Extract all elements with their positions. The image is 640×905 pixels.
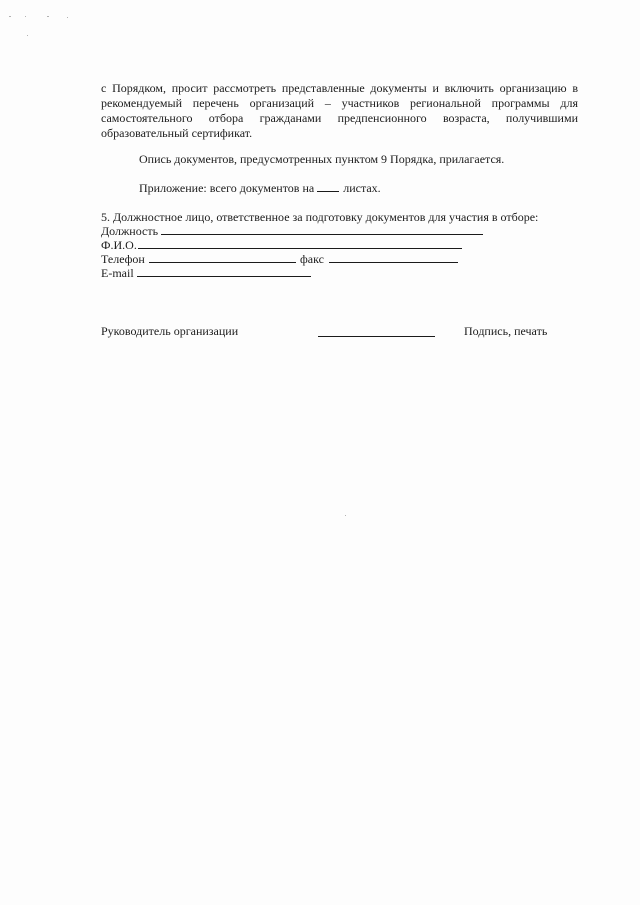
scan-artifact — [345, 515, 346, 516]
page-count-blank — [317, 180, 339, 192]
fax-blank — [329, 262, 458, 263]
scan-artifact — [47, 16, 49, 17]
appendix-prefix: Приложение: всего документов на — [139, 181, 315, 195]
email-label: E-mail — [101, 266, 134, 280]
position-blank — [161, 234, 483, 235]
scan-artifact — [9, 16, 11, 17]
appendix-note — [139, 180, 381, 195]
scan-artifact — [67, 17, 68, 18]
section5-heading: 5. Должностное лицо, ответственное за подготовку документов для участия в отборе: — [101, 210, 539, 224]
phone-fax-field — [101, 252, 501, 266]
scan-artifact — [25, 16, 26, 17]
inventory-note: Опись документов, предусмотренных пунктом 9 Порядка, прилагается. — [139, 152, 505, 166]
email-field — [101, 266, 501, 280]
position-field — [101, 224, 501, 238]
sign-label: Подпись, печать — [464, 324, 548, 338]
position-label: Должность — [101, 224, 159, 238]
signature-block — [101, 324, 561, 340]
phone-blank — [149, 262, 296, 263]
name-label: Ф.И.О. — [101, 238, 137, 252]
section5-heading-line — [101, 210, 561, 224]
main-paragraph: с Порядком, просит рассмотреть представленные документы и включить организацию в рекомендуемый перечень организаций – участников региональной программы для самостоятельного отбора гражданами предпенсионного возраста, получившими образовательный сертификат. — [101, 81, 578, 140]
scan-artifact — [27, 35, 28, 36]
fax-label: факс — [300, 252, 324, 266]
name-field — [101, 238, 501, 252]
head-label: Руководитель организации — [101, 324, 239, 338]
phone-label: Телефон — [101, 252, 145, 266]
appendix-suffix: листах. — [343, 181, 381, 195]
signature-blank — [318, 336, 435, 337]
name-blank — [138, 248, 462, 249]
email-blank — [137, 276, 311, 277]
responsible-person-section — [101, 210, 561, 280]
